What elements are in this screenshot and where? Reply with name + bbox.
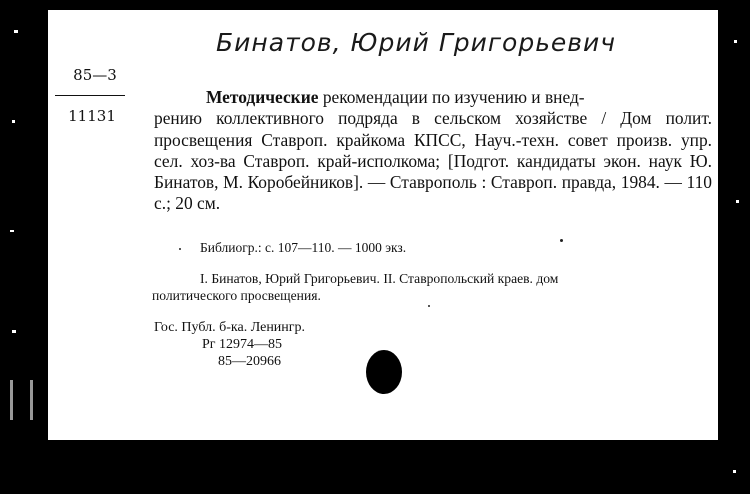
shelf-mark-bottom: 11131 — [68, 107, 116, 125]
shelf-mark-top: 85—3 — [73, 66, 117, 84]
bibliographic-description — [154, 87, 712, 215]
scan-edge-mark — [12, 330, 16, 333]
scan-edge-mark — [12, 120, 15, 123]
tracing-first: I. Бинатов, Юрий Григорьевич. II. Ставропольский краев. дом — [200, 271, 559, 286]
bibliography-note: Библиогр.: с. 107—110. — 1000 экз. — [200, 240, 407, 255]
scan-speck — [560, 239, 563, 242]
library-stamp — [154, 319, 305, 370]
scan-edge-mark — [30, 380, 33, 420]
shelf-mark-divider — [55, 95, 125, 96]
scan-edge-mark — [14, 30, 18, 33]
card-punch-hole — [366, 350, 402, 394]
description-first-line — [154, 87, 712, 108]
scan-edge-mark — [734, 40, 737, 43]
scan-edge-mark — [10, 230, 14, 232]
tracing-second: политического просвещения. — [152, 288, 321, 303]
tracings — [152, 270, 712, 304]
library-line3: 85—20966 — [218, 354, 281, 369]
scan-speck — [428, 305, 430, 307]
handwritten-heading: Бинатов, Юрий Григорьевич — [216, 28, 617, 57]
scan-edge-mark — [733, 470, 736, 473]
scan-edge-mark — [736, 200, 739, 203]
description-body: рению коллективного подряда в сельском хозяйстве / Дом полит. просвещения Ставроп. крайкома КПСС, Науч.-техн. совет произв. упр. сел. хоз-ва Ставроп. край-исполкома; [Подгот. кандидаты экон. наук Ю. Бинатов, М. Коробейников]. — Ставрополь : Ставроп. правда, 1984. — 110 с.; 20 см. — [154, 108, 712, 214]
library-line1: Гос. Публ. б-ка. Ленингр. — [154, 320, 306, 335]
title-rest: рекомендации по изучению и внед- — [322, 87, 585, 107]
scan-speck — [179, 248, 181, 250]
scan-edge-mark — [10, 380, 13, 420]
catalog-card — [48, 10, 718, 440]
title-lead: Методические — [206, 87, 319, 107]
library-line2: Рг 12974—85 — [202, 337, 283, 352]
